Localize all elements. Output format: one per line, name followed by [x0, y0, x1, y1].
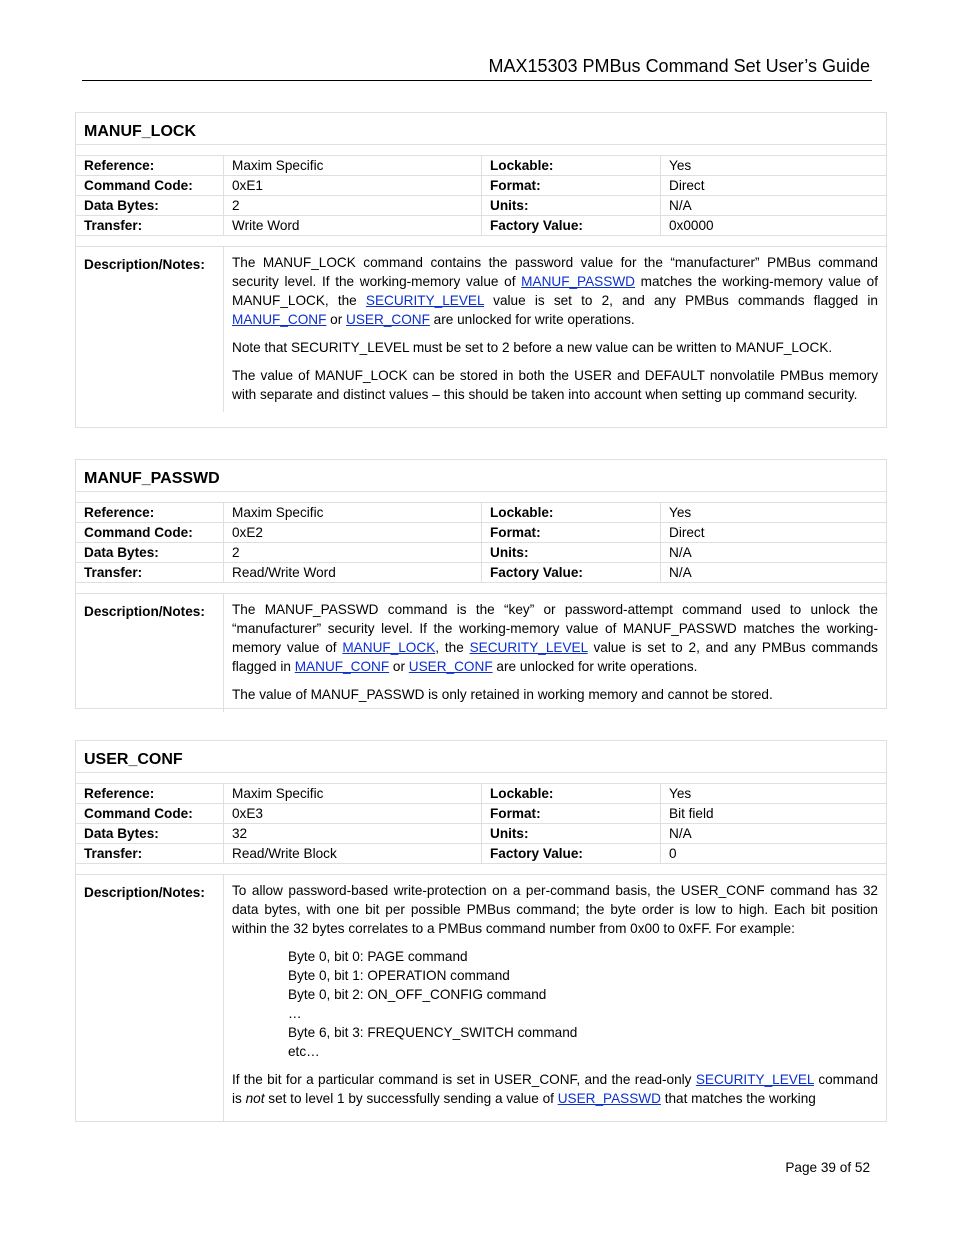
label-format: Format:: [482, 804, 661, 823]
value-data-bytes: 32: [224, 824, 482, 843]
description-paragraph: The MANUF_LOCK command contains the password value for the “manufacturer” PMBus command security level. If the working-memory value of MANUF_PASSWD matches the working-memory value of MANUF_LOCK, the SECURITY_LEVEL value is set to 2, and any PMBus commands flagged in MANUF_CONF or USER_CONF are unlocked for write operations.: [232, 255, 878, 327]
description-notes: [76, 594, 886, 712]
link-manuf-lock[interactable]: MANUF_LOCK: [342, 640, 436, 655]
value-reference: Maxim Specific: [224, 156, 482, 175]
label-command-code: Command Code:: [76, 523, 224, 542]
label-data-bytes: Data Bytes:: [76, 543, 224, 562]
table-row: [76, 176, 886, 196]
label-factory-value: Factory Value:: [482, 844, 661, 863]
table-row: [76, 844, 886, 864]
table-row: [76, 563, 886, 583]
label-factory-value: Factory Value:: [482, 216, 661, 235]
link-user-passwd[interactable]: USER_PASSWD: [557, 1091, 661, 1106]
description-notes: [76, 247, 886, 412]
value-lockable: Yes: [669, 158, 692, 173]
table-row: [76, 784, 886, 804]
label-lockable: Lockable:: [482, 503, 661, 522]
label-reference: Reference:: [76, 784, 224, 803]
label-description: Description/Notes:: [76, 247, 224, 412]
table-row: [76, 196, 886, 216]
link-user-conf[interactable]: USER_CONF: [346, 312, 430, 327]
description-paragraph: The MANUF_PASSWD command is the “key” or password-attempt command used to unlock the “manufacturer” security level. If the working-memory value of MANUF_PASSWD matches the working-memory value of MANUF_LOCK, the SECURITY_LEVEL value is set to 2, and any PMBus commands flagged in MANUF_CONF or USER_CONF are unlocked for write operations.: [232, 602, 878, 674]
page-number: Page 39 of 52: [785, 1160, 870, 1175]
section-user-conf: [75, 740, 887, 1122]
description-body: [224, 875, 886, 1122]
description-paragraph: The value of MANUF_PASSWD is only retained in working memory and cannot be stored.: [232, 687, 773, 702]
label-reference: Reference:: [76, 156, 224, 175]
link-manuf-passwd[interactable]: MANUF_PASSWD: [521, 274, 635, 289]
label-data-bytes: Data Bytes:: [76, 196, 224, 215]
section-manuf-passwd: [75, 459, 887, 709]
section-title: USER_CONF: [76, 741, 886, 773]
value-command-code: 0xE3: [224, 804, 482, 823]
value-units: N/A: [669, 826, 692, 841]
table-row: [76, 216, 886, 236]
description-body: [224, 594, 886, 712]
link-security-level[interactable]: SECURITY_LEVEL: [365, 293, 485, 308]
table-row: [76, 824, 886, 844]
value-command-code: 0xE2: [224, 523, 482, 542]
list-item: etc…: [288, 1044, 320, 1059]
value-data-bytes: 2: [224, 196, 482, 215]
table-row: [76, 543, 886, 563]
value-format: Bit field: [669, 806, 714, 821]
value-transfer: Write Word: [224, 216, 482, 235]
description-paragraph: To allow password-based write-protection on a per-command basis, the USER_CONF command has 32 data bytes, with one bit per possible PMBus command; the byte order is low to high. Each bit position within the 32 bytes correlates to a PMBus command number from 0x00 to 0xFF. For example:: [232, 883, 878, 936]
label-lockable: Lockable:: [482, 156, 661, 175]
page-header-title: MAX15303 PMBus Command Set User’s Guide: [488, 56, 870, 76]
value-format: Direct: [669, 525, 705, 540]
label-format: Format:: [482, 176, 661, 195]
value-transfer: Read/Write Block: [224, 844, 482, 863]
table-row: [76, 523, 886, 543]
label-factory-value: Factory Value:: [482, 563, 661, 582]
value-reference: Maxim Specific: [224, 503, 482, 522]
value-format: Direct: [669, 178, 705, 193]
table-row: [76, 156, 886, 176]
label-units: Units:: [482, 196, 661, 215]
value-lockable: Yes: [669, 786, 692, 801]
list-item: Byte 0, bit 1: OPERATION command: [288, 968, 510, 983]
link-user-conf[interactable]: USER_CONF: [408, 659, 493, 674]
value-units: N/A: [669, 545, 692, 560]
description-paragraph: Note that SECURITY_LEVEL must be set to 2 before a new value can be written to MANUF_LOCK.: [232, 340, 833, 355]
list-item: Byte 0, bit 0: PAGE command: [288, 949, 468, 964]
value-factory-value: 0x0000: [669, 218, 714, 233]
label-units: Units:: [482, 824, 661, 843]
value-reference: Maxim Specific: [224, 784, 482, 803]
value-lockable: Yes: [669, 505, 692, 520]
link-manuf-conf[interactable]: MANUF_CONF: [294, 659, 390, 674]
header-rule: [82, 80, 872, 81]
section-title: MANUF_PASSWD: [76, 460, 886, 492]
label-lockable: Lockable:: [482, 784, 661, 803]
table-row: [76, 503, 886, 523]
table-row: [76, 804, 886, 824]
value-data-bytes: 2: [224, 543, 482, 562]
link-security-level[interactable]: SECURITY_LEVEL: [469, 640, 588, 655]
section-manuf-lock: [75, 112, 887, 428]
list-item: Byte 0, bit 2: ON_OFF_CONFIG command: [288, 987, 547, 1002]
label-transfer: Transfer:: [76, 216, 224, 235]
example-list: [232, 947, 878, 1061]
description-body: [224, 247, 886, 412]
label-format: Format:: [482, 523, 661, 542]
list-item: Byte 6, bit 3: FREQUENCY_SWITCH command: [288, 1025, 578, 1040]
description-paragraph: If the bit for a particular command is set in USER_CONF, and the read-only SECURITY_LEVEL command is not set to level 1 by successfully sending a value of USER_PASSWD that matches the working: [232, 1072, 879, 1106]
label-reference: Reference:: [76, 503, 224, 522]
list-item: …: [288, 1006, 302, 1021]
label-transfer: Transfer:: [76, 563, 224, 582]
link-manuf-conf[interactable]: MANUF_CONF: [232, 312, 327, 327]
value-command-code: 0xE1: [224, 176, 482, 195]
description-paragraph: The value of MANUF_LOCK can be stored in both the USER and DEFAULT nonvolatile PMBus memory with separate and distinct values – this should be taken into account when setting up command security.: [232, 368, 878, 402]
label-description: Description/Notes:: [76, 594, 224, 712]
link-security-level[interactable]: SECURITY_LEVEL: [695, 1072, 814, 1087]
value-factory-value: 0: [669, 846, 677, 861]
description-notes: [76, 875, 886, 1122]
value-units: N/A: [669, 198, 692, 213]
label-transfer: Transfer:: [76, 844, 224, 863]
value-transfer: Read/Write Word: [224, 563, 482, 582]
label-description: Description/Notes:: [76, 875, 224, 1122]
label-command-code: Command Code:: [76, 176, 224, 195]
label-command-code: Command Code:: [76, 804, 224, 823]
label-data-bytes: Data Bytes:: [76, 824, 224, 843]
label-units: Units:: [482, 543, 661, 562]
value-factory-value: N/A: [669, 565, 692, 580]
section-title: MANUF_LOCK: [76, 113, 886, 145]
